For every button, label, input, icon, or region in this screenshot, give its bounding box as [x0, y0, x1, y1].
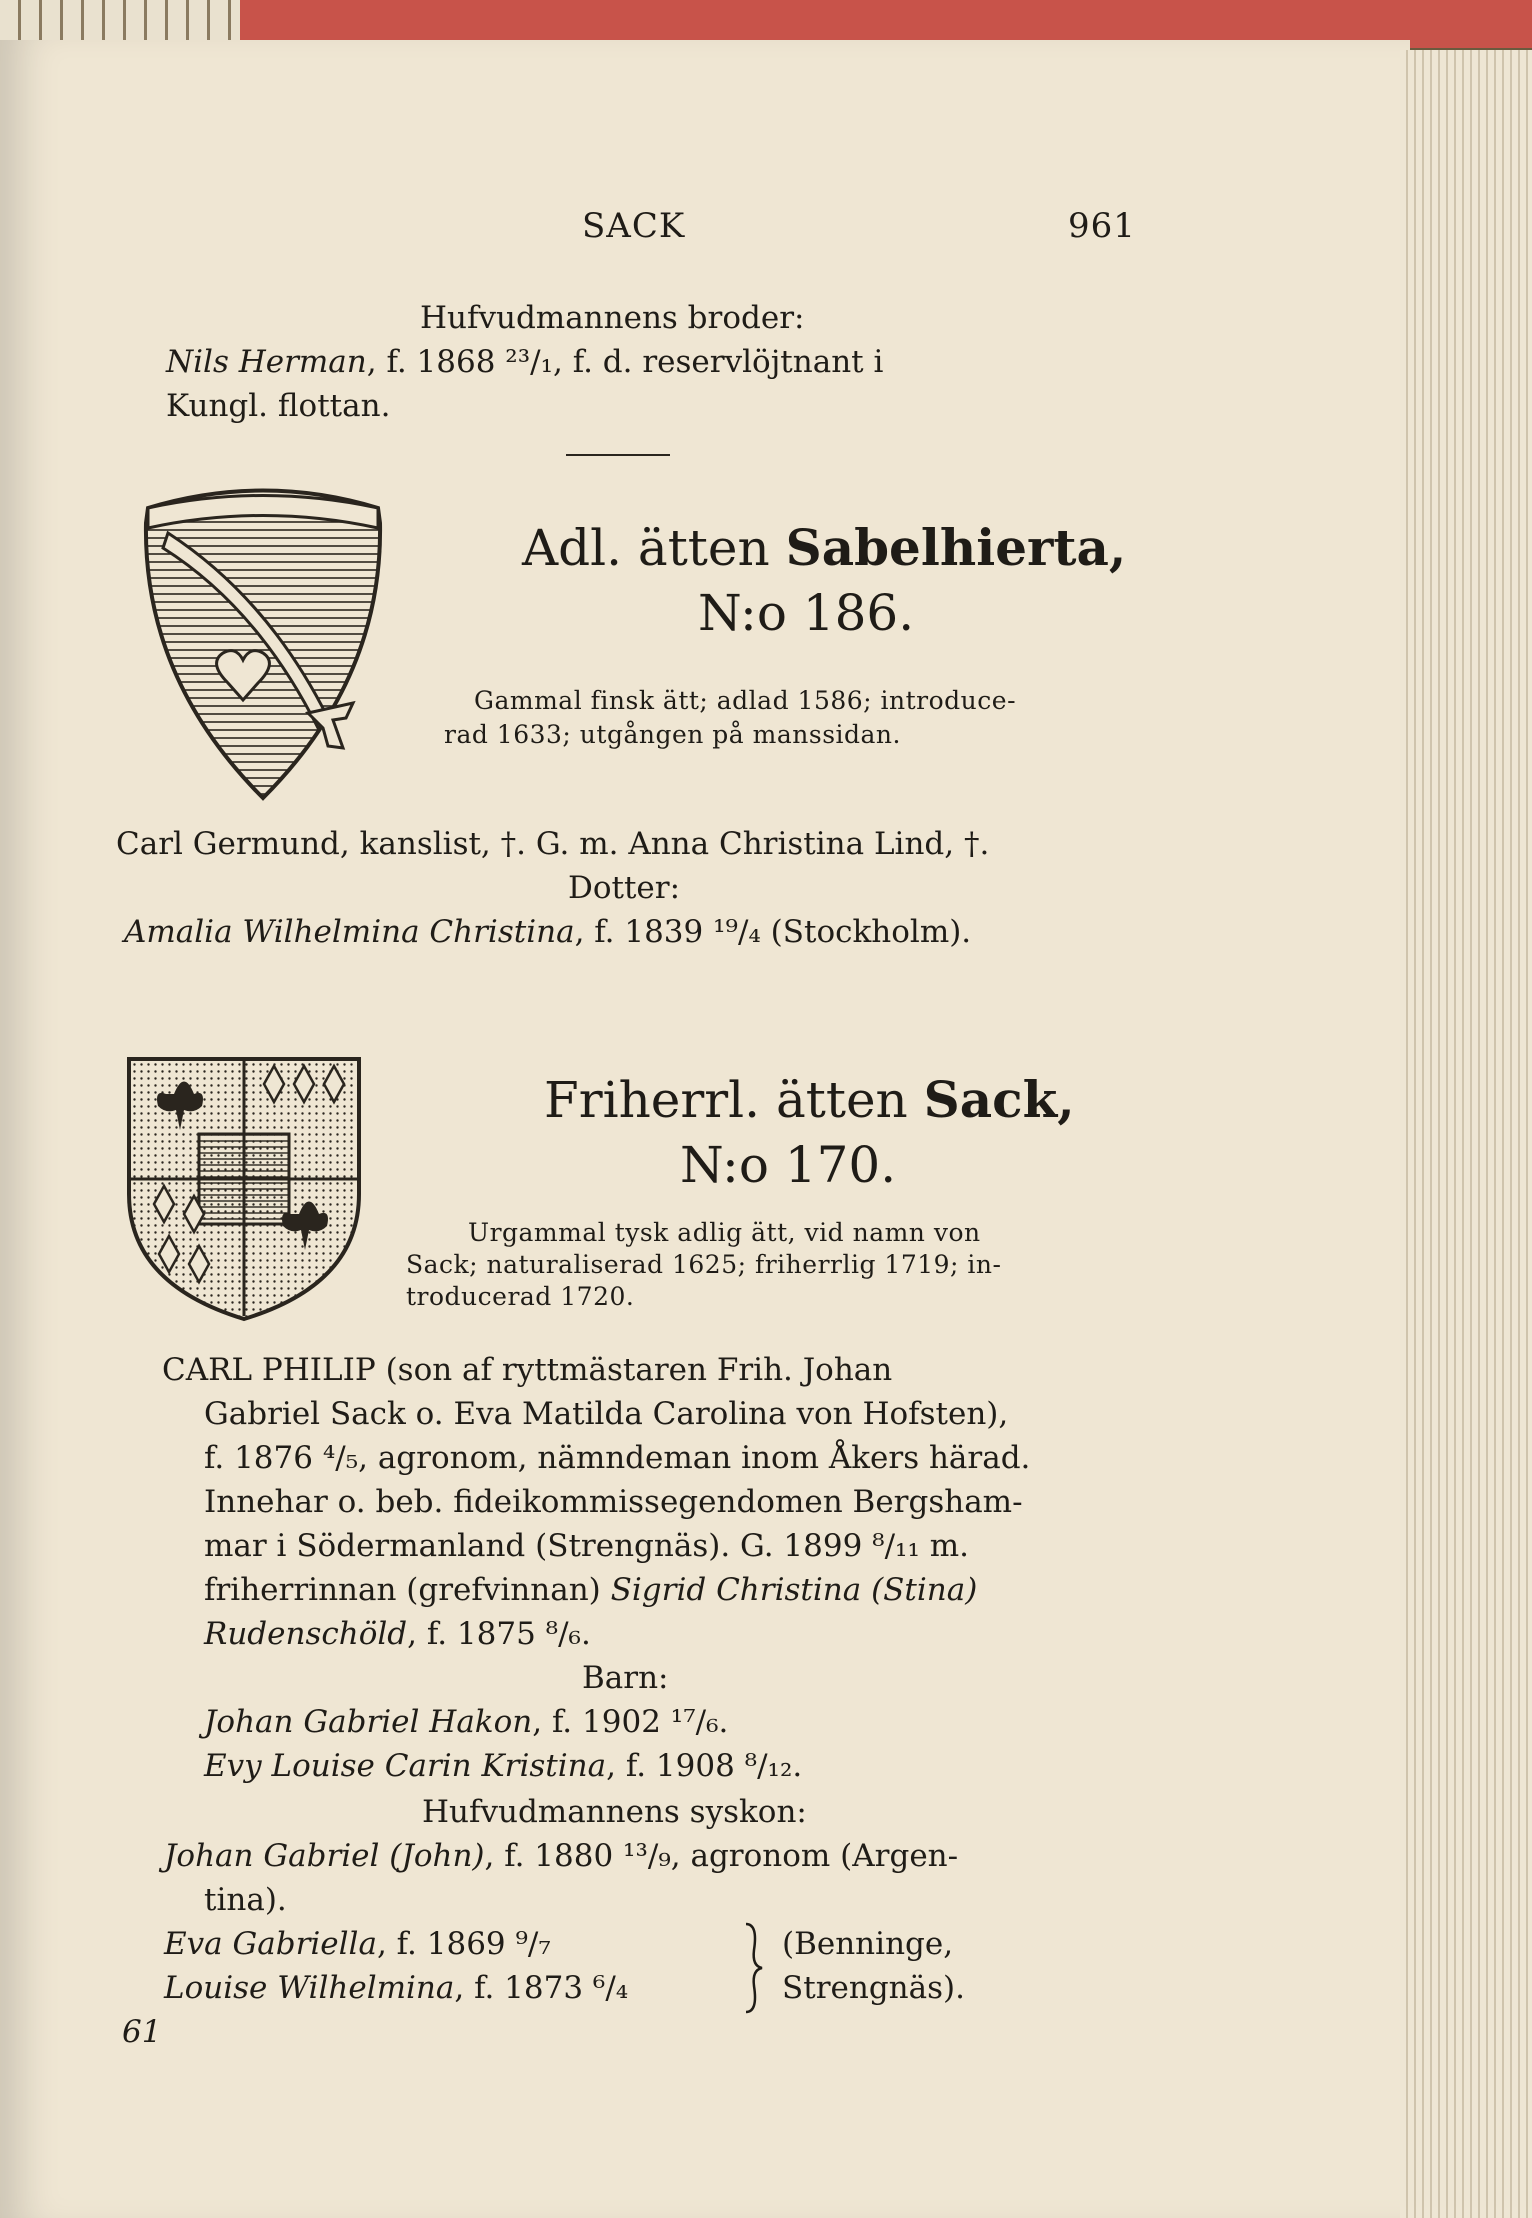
sibling-place2: Strengnäs).: [782, 1970, 965, 2006]
brace-icon: [738, 1920, 768, 2016]
brother-name: Nils Herman: [166, 344, 367, 380]
sack-title-prefix: Friherrl. ätten: [544, 1071, 908, 1129]
sibling3-rest: , f. 1873 ⁶/₄: [454, 1970, 629, 2006]
sack-p7-rest: , f. 1875 ⁸/₆.: [407, 1616, 591, 1652]
sack-title-name: Sack,: [923, 1070, 1075, 1129]
sibling1-rest: , f. 1880 ¹³/₉, agronom (Argen-: [484, 1838, 959, 1874]
sack-p7: [204, 1616, 591, 1652]
sibling1-cont: tina).: [204, 1882, 287, 1918]
sack-p1: CARL PHILIP (son af ryttmästaren Frih. Johan: [162, 1352, 893, 1388]
sack-p2: Gabriel Sack o. Eva Matilda Carolina von Hofsten),: [204, 1396, 1009, 1432]
brother-heading: Hufvudmannens broder:: [420, 300, 805, 336]
sabelhierta-title: [522, 518, 1126, 577]
child1-name: Johan Gabriel Hakon: [204, 1704, 533, 1740]
daughter-name: Amalia Wilhelmina Christina: [124, 914, 575, 950]
sack-desc2: Sack; naturaliserad 1625; friherrlig 1719; in-: [406, 1250, 1002, 1279]
dotter-heading: Dotter:: [568, 870, 681, 906]
sibling2-rest: , f. 1869 ⁹/₇: [376, 1926, 551, 1962]
sack-title: [544, 1070, 1075, 1129]
sabelhierta-coat-of-arms-icon: [118, 478, 408, 808]
sack-number: N:o 170.: [680, 1136, 897, 1194]
sack-coat-of-arms-icon: [124, 1054, 364, 1324]
wife-name: Sigrid Christina (Stina): [610, 1572, 978, 1608]
sabelhierta-title-prefix: Adl. ätten: [522, 519, 770, 577]
sibling3-name: Louise Wilhelmina: [164, 1970, 455, 2006]
section-rule: [566, 454, 670, 456]
sabelhierta-desc2: rad 1633; utgången på manssidan.: [444, 720, 901, 749]
sack-desc1: Urgammal tysk adlig ätt, vid namn von: [468, 1218, 981, 1247]
child1: [204, 1704, 728, 1740]
page-stack-right: [1400, 50, 1532, 2218]
barn-heading: Barn:: [582, 1660, 669, 1696]
sabelhierta-title-name: Sabelhierta,: [785, 518, 1127, 577]
sack-p4: Innehar o. beb. fideikommissegendomen Bergsham-: [204, 1484, 1023, 1520]
child2-name: Evy Louise Carin Kristina: [204, 1748, 607, 1784]
brother-line1-rest: , f. 1868 ²³/₁, f. d. reservlöjtnant i: [366, 344, 884, 380]
sibling2: [164, 1926, 551, 1962]
child1-rest: , f. 1902 ¹⁷/₆.: [532, 1704, 729, 1740]
daughter-rest: , f. 1839 ¹⁹/₄ (Stockholm).: [574, 914, 972, 950]
sabelhierta-desc1: Gammal finsk ätt; adlad 1586; introduce-: [474, 686, 1017, 715]
signature-mark: [122, 2014, 161, 2050]
sack-p6: [204, 1572, 977, 1608]
syskon-heading: Hufvudmannens syskon:: [422, 1794, 807, 1830]
sack-desc3: troducerad 1720.: [406, 1282, 635, 1311]
brother-line2: Kungl. flottan.: [166, 388, 391, 424]
sack-p6-a: friherrinnan (grefvinnan): [204, 1572, 611, 1608]
brother-line1: [166, 344, 883, 380]
sack-p5: mar i Södermanland (Strengnäs). G. 1899 ⁸/₁₁ m.: [204, 1528, 969, 1564]
sack-p3: f. 1876 ⁴/₅, agronom, nämndeman inom Åkers härad.: [204, 1440, 1031, 1476]
child2: [204, 1748, 802, 1784]
sibling2-name: Eva Gabriella: [164, 1926, 377, 1962]
sibling1-name: Johan Gabriel (John): [164, 1838, 485, 1874]
wife-surname: Rudenschöld: [204, 1616, 408, 1652]
daughter-line: [124, 914, 971, 950]
sabelhierta-person: Carl Germund, kanslist, †. G. m. Anna Christina Lind, †.: [116, 826, 990, 862]
sibling3: [164, 1970, 628, 2006]
child2-rest: , f. 1908 ⁸/₁₂.: [606, 1748, 803, 1784]
running-head-title: SACK: [582, 206, 686, 246]
signature-number: 61: [122, 2014, 162, 2050]
page-number: 961: [1068, 206, 1136, 246]
sibling-place1: (Benninge,: [782, 1926, 954, 1962]
sabelhierta-number: N:o 186.: [698, 584, 915, 642]
sibling1: [164, 1838, 958, 1874]
